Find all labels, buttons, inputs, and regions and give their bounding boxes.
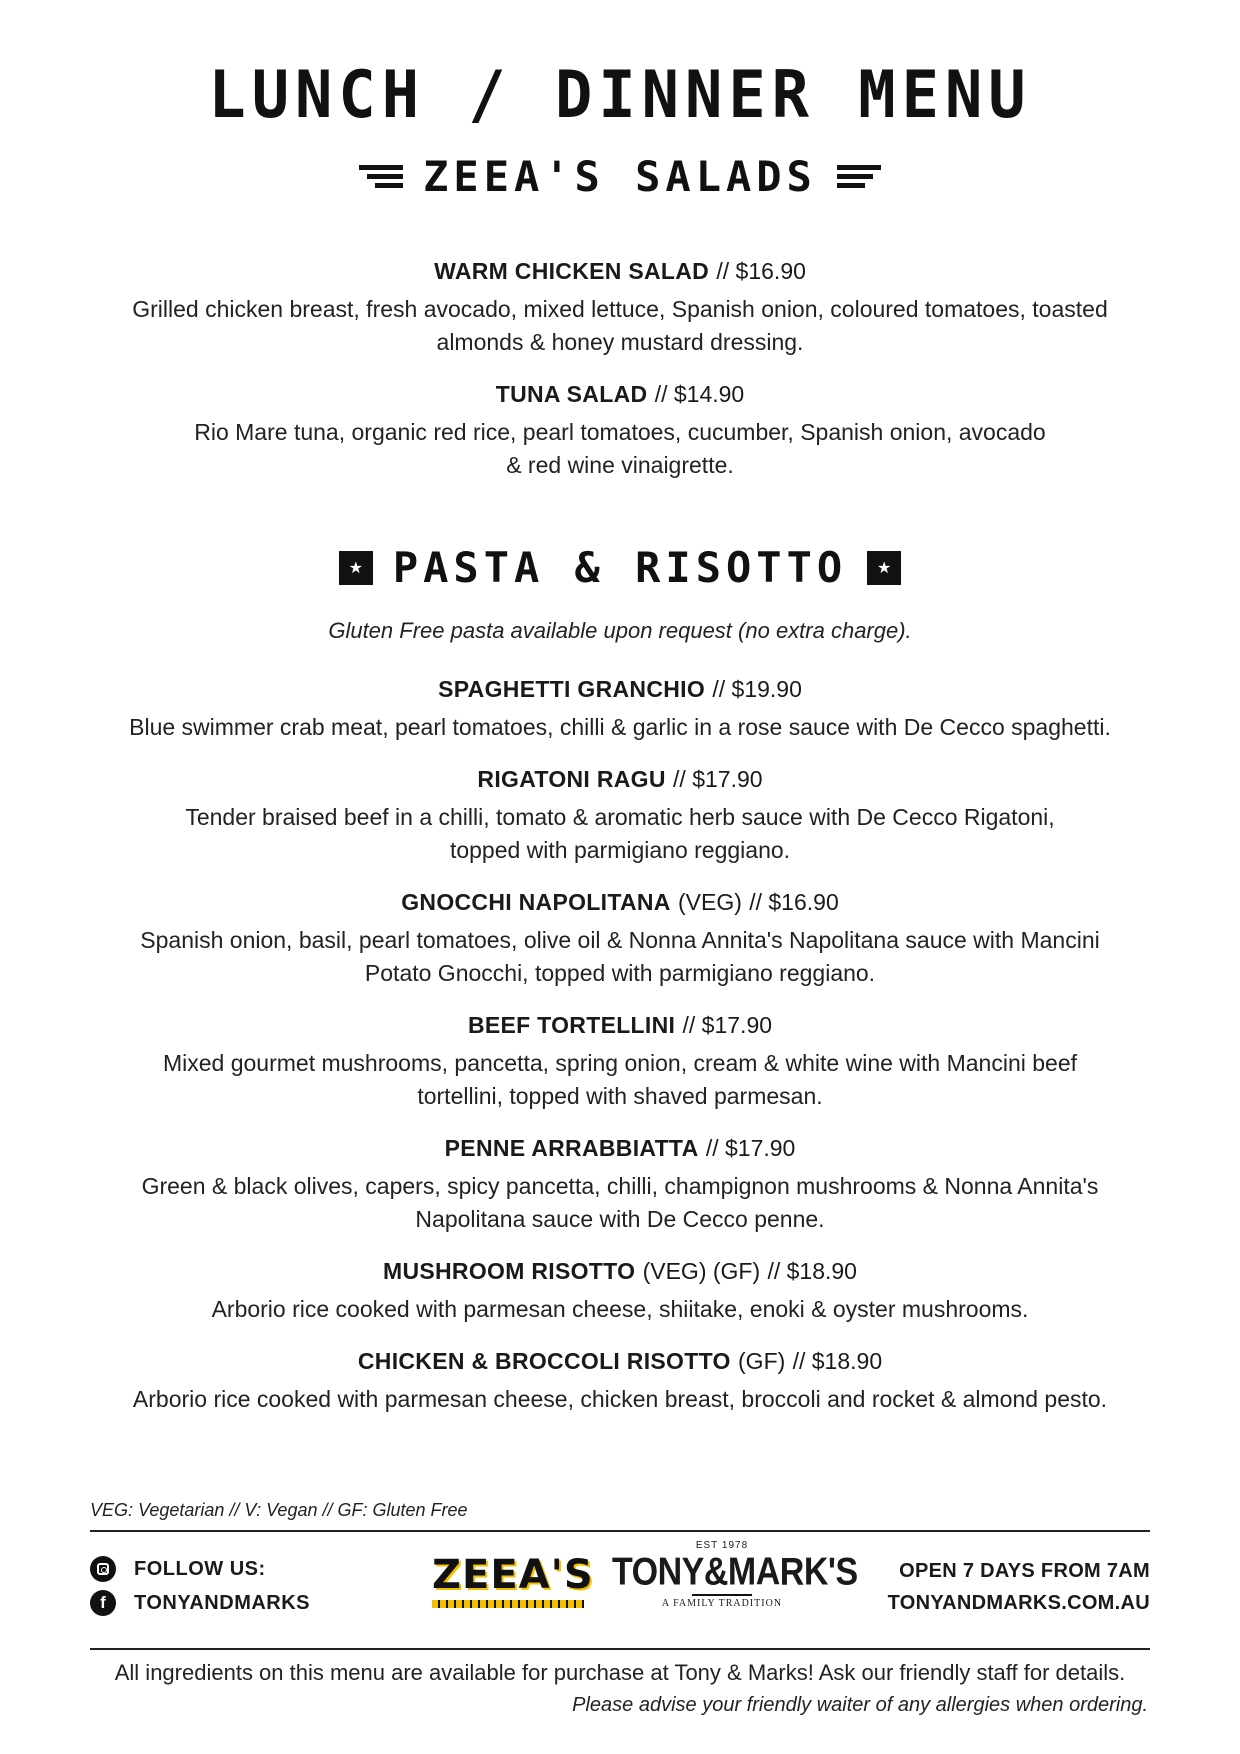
facebook-icon[interactable]: f (90, 1590, 116, 1616)
item-price: // $18.90 (792, 1348, 883, 1374)
item-description (100, 416, 1140, 482)
desc-line: tortellini, topped with shaved parmesan. (417, 1083, 823, 1109)
item-description (100, 1383, 1140, 1416)
item-price: // $14.90 (654, 381, 745, 407)
item-description (100, 293, 1140, 359)
desc-line: almonds & honey mustard dressing. (436, 329, 804, 355)
item-name: GNOCCHI NAPOLITANA (401, 889, 671, 915)
menu-item (100, 1254, 1140, 1326)
menu-item (100, 1344, 1140, 1416)
desc-line: Mixed gourmet mushrooms, pancetta, spring onion, cream & white wine with Mancini beef (162, 1050, 1078, 1076)
wing-right-icon (837, 165, 881, 188)
item-name: CHICKEN & BROCCOLI RISOTTO (357, 1348, 731, 1374)
divider (90, 1530, 1150, 1532)
tony-and-marks-logo: EST 1978 TONY&MARK'S A FAMILY TRADITION (612, 1540, 858, 1609)
menu-item (100, 1008, 1140, 1113)
salads-list (100, 254, 1140, 500)
desc-line: Potato Gnocchi, topped with parmigiano reggiano. (364, 960, 876, 986)
desc-line: Napolitana sauce with De Cecco penne. (415, 1206, 825, 1232)
desc-line: Rio Mare tuna, organic red rice, pearl tomatoes, cucumber, Spanish onion, avocado (194, 419, 1046, 445)
star-icon: ★ (339, 551, 373, 585)
item-description (100, 1293, 1140, 1326)
item-name: WARM CHICKEN SALAD (434, 258, 710, 284)
salads-heading (0, 152, 1240, 201)
item-price: // $19.90 (712, 676, 802, 702)
menu-item (100, 377, 1140, 482)
item-description (100, 801, 1140, 867)
item-name: BEEF TORTELLINI (467, 1012, 676, 1038)
menu-item (100, 672, 1140, 744)
gluten-free-note: Gluten Free pasta available upon request (no extra charge). (328, 618, 912, 643)
contact-block (888, 1555, 1150, 1619)
pasta-heading (0, 543, 1240, 592)
desc-line: & red wine vinaigrette. (506, 452, 734, 478)
salads-heading-text: ZEEA'S SALADS (423, 152, 817, 201)
follow-label: FOLLOW US: (134, 1557, 266, 1580)
opening-hours: OPEN 7 DAYS FROM 7AM (899, 1560, 1150, 1582)
desc-line: Green & black olives, capers, spicy pancetta, chilli, champignon mushrooms & Nonna Annita's (141, 1173, 1099, 1199)
item-description (100, 1170, 1140, 1236)
item-price: // $17.90 (673, 766, 763, 792)
desc-line: Arborio rice cooked with parmesan cheese, chicken breast, broccoli and rocket & almond pesto. (132, 1386, 1108, 1412)
desc-line: topped with parmigiano reggiano. (449, 837, 791, 863)
pasta-list (100, 672, 1140, 1434)
menu-item (100, 1131, 1140, 1236)
star-icon: ★ (867, 551, 901, 585)
item-tags: (GF) (738, 1348, 786, 1374)
desc-line: Grilled chicken breast, fresh avocado, mixed lettuce, Spanish onion, coloured tomatoes, toasted (132, 296, 1108, 322)
item-description (100, 1047, 1140, 1113)
desc-line: Tender braised beef in a chilli, tomato & aromatic herb sauce with De Cecco Rigatoni, (185, 804, 1055, 830)
item-name: MUSHROOM RISOTTO (383, 1258, 636, 1284)
item-name: TUNA SALAD (495, 381, 648, 407)
menu-item (100, 885, 1140, 990)
item-price: // $18.90 (767, 1258, 857, 1284)
social-block (90, 1553, 310, 1621)
wing-left-icon (359, 165, 403, 188)
item-price: // $17.90 (705, 1135, 796, 1161)
item-description (100, 924, 1140, 990)
divider (90, 1648, 1150, 1650)
desc-line: Spanish onion, basil, pearl tomatoes, olive oil & Nonna Annita's Napolitana sauce with Mancini (140, 927, 1100, 953)
item-description (100, 711, 1140, 744)
item-name: SPAGHETTI GRANCHIO (438, 676, 706, 702)
desc-line: Arborio rice cooked with parmesan cheese, shiitake, enoki & oyster mushrooms. (211, 1296, 1029, 1322)
item-price: // $17.90 (682, 1012, 773, 1038)
social-handle[interactable]: TONYANDMARKS (134, 1591, 311, 1614)
item-name: PENNE ARRABBIATTA (444, 1135, 699, 1161)
item-price: // $16.90 (716, 258, 806, 284)
ingredients-note: All ingredients on this menu are available for purchase at Tony & Marks! Ask our friendly staff for details. (114, 1660, 1126, 1685)
zeeas-logo: ZEEA'S (432, 1552, 584, 1608)
item-price: // $16.90 (749, 889, 839, 915)
desc-line: Blue swimmer crab meat, pearl tomatoes, chilli & garlic in a rose sauce with De Cecco spaghetti. (129, 714, 1111, 740)
dietary-legend: VEG: Vegetarian // V: Vegan // GF: Gluten Free (90, 1500, 468, 1520)
website-link[interactable]: TONYANDMARKS.COM.AU (887, 1592, 1150, 1614)
pasta-heading-text: PASTA & RISOTTO (392, 543, 848, 592)
page-title: LUNCH / DINNER MENU (208, 56, 1032, 133)
allergy-note: Please advise your friendly waiter of any allergies when ordering. (572, 1694, 1148, 1716)
instagram-icon[interactable] (90, 1556, 116, 1582)
item-tags: (VEG) (GF) (642, 1258, 761, 1284)
menu-item (100, 254, 1140, 359)
item-name: RIGATONI RAGU (477, 766, 666, 792)
menu-item (100, 762, 1140, 867)
item-tags: (VEG) (678, 889, 742, 915)
